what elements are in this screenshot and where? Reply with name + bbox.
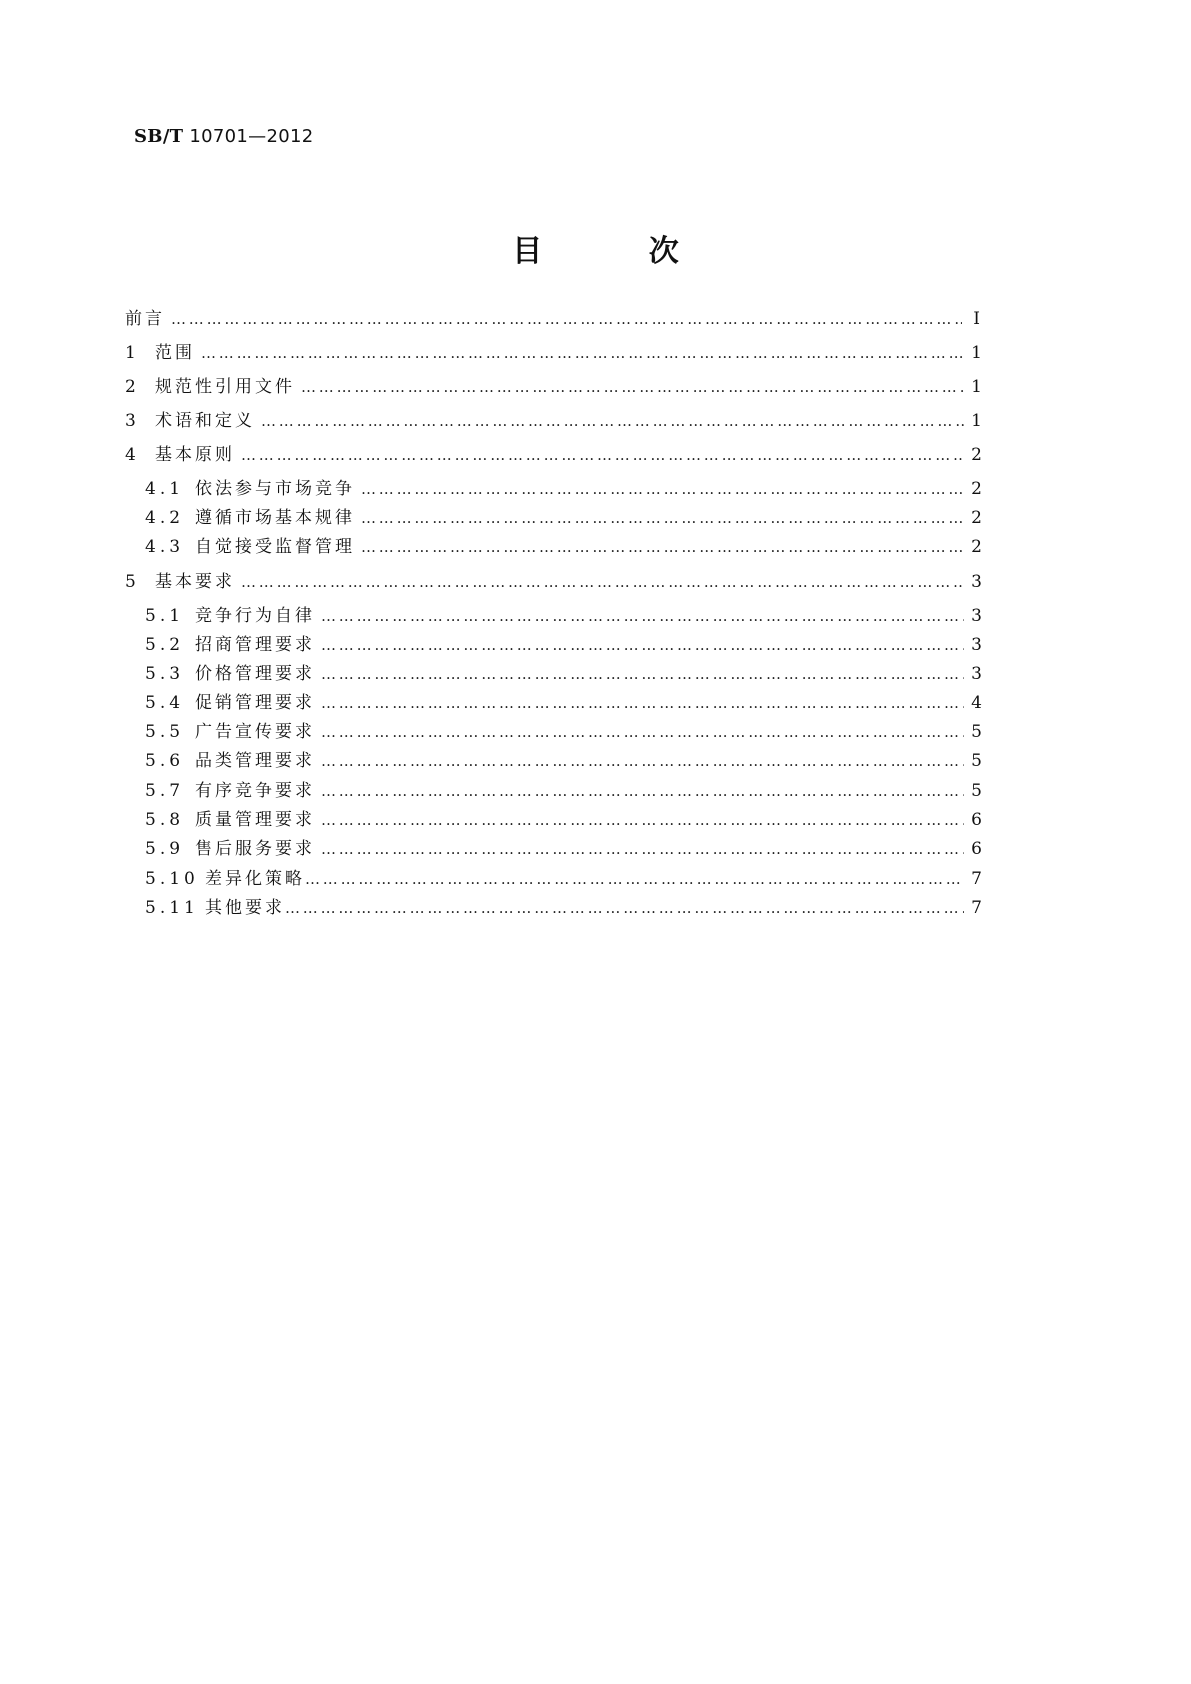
toc-entry-page: 1: [971, 411, 982, 431]
toc-leader-dots: [171, 308, 962, 330]
toc-entry-label: 促销管理要求: [195, 693, 315, 713]
toc-leader-dots: [321, 809, 964, 831]
toc-entry-number: 4.2: [145, 508, 185, 528]
toc-entry-label: 竞争行为自律: [195, 606, 315, 626]
toc-entry-page: 2: [971, 445, 982, 465]
toc-entry-label: 遵循市场基本规律: [195, 508, 355, 528]
toc-entry-page: 5: [971, 751, 982, 771]
toc-leader-dots: [321, 605, 964, 627]
toc-entry-number: 4: [125, 445, 140, 465]
toc-entry-page: 5: [971, 781, 982, 801]
toc-entry-5-1[interactable]: [145, 603, 982, 627]
toc-entry-1[interactable]: [125, 340, 982, 364]
toc-entry-label: 自觉接受监督管理: [195, 537, 355, 557]
toc-entry-number: 3: [125, 411, 140, 431]
toc-leader-dots: [321, 838, 964, 860]
document-code-number: 10701—2012: [189, 126, 314, 147]
toc-entry-5-3[interactable]: [145, 661, 982, 685]
toc-entry-5-4[interactable]: [145, 690, 982, 714]
toc-entry-5-10[interactable]: [145, 866, 982, 890]
toc-leader-dots: [361, 536, 964, 558]
toc-entry-number: 5.5: [145, 722, 185, 742]
toc-entry-label: 规范性引用文件: [155, 377, 295, 397]
toc-entry-5-5[interactable]: [145, 719, 982, 743]
toc-entry-page: 6: [971, 839, 982, 859]
toc-leader-dots: [321, 780, 964, 802]
toc-entry-number: 5.10: [145, 869, 199, 889]
toc-leader-dots: [261, 410, 964, 432]
toc-entry-5-11[interactable]: [145, 895, 982, 919]
toc-entry-3[interactable]: [125, 408, 982, 432]
toc-leader-dots: [301, 376, 964, 398]
toc-leader-dots: [201, 342, 964, 364]
toc-entry-page: 2: [971, 479, 982, 499]
toc-entry-label: 依法参与市场竞争: [195, 479, 355, 499]
toc-entry-label: 术语和定义: [155, 411, 255, 431]
toc-entry-number: 5.6: [145, 751, 185, 771]
toc-entry-label: 广告宣传要求: [195, 722, 315, 742]
toc-entry-label: 范围: [155, 343, 195, 363]
toc-entry-label: 前言: [125, 309, 165, 329]
toc-entry-page: 3: [971, 606, 982, 626]
toc-leader-dots: [241, 444, 964, 466]
toc-leader-dots: [285, 897, 964, 919]
toc-entry-4[interactable]: [125, 442, 982, 466]
toc-entry-page: 6: [971, 810, 982, 830]
toc-entry-page: 3: [971, 572, 982, 592]
toc-entry-page: 5: [971, 722, 982, 742]
toc-entry-4-1[interactable]: [145, 476, 982, 500]
toc-entry-5-6[interactable]: [145, 748, 982, 772]
toc-entry-5-7[interactable]: [145, 778, 982, 802]
toc-entry-number: 5: [125, 572, 140, 592]
toc-entry-number: 5.3: [145, 664, 185, 684]
toc-entry-number: 1: [125, 343, 140, 363]
toc-entry-foreword[interactable]: [125, 306, 980, 330]
toc-entry-page: 4: [971, 693, 982, 713]
toc-entry-number: 5.2: [145, 635, 185, 655]
toc-entry-4-2[interactable]: [145, 505, 982, 529]
toc-leader-dots: [361, 507, 964, 529]
toc-entry-2[interactable]: [125, 374, 982, 398]
toc-entry-5-8[interactable]: [145, 807, 982, 831]
toc-entry-number: 5.4: [145, 693, 185, 713]
toc-entry-label: 价格管理要求: [195, 664, 315, 684]
toc-entry-label: 基本原则: [155, 445, 235, 465]
toc-entry-label: 质量管理要求: [195, 810, 315, 830]
toc-leader-dots: [321, 721, 964, 743]
toc-entry-page: 1: [971, 343, 982, 363]
toc-entry-5-2[interactable]: [145, 632, 982, 656]
toc-entry-label: 有序竞争要求: [195, 781, 315, 801]
toc-entry-page: 2: [971, 537, 982, 557]
toc-entry-page: 3: [971, 664, 982, 684]
toc-entry-page: 7: [971, 898, 982, 918]
document-code-prefix: SB/T: [134, 126, 184, 147]
toc-entry-number: 5.11: [145, 898, 199, 918]
toc-leader-dots: [321, 634, 964, 656]
toc-entry-page: Ⅰ: [973, 309, 980, 329]
toc-entry-label: 招商管理要求: [195, 635, 315, 655]
toc-leader-dots: [321, 750, 964, 772]
toc-entry-number: 2: [125, 377, 140, 397]
toc-entry-page: 7: [971, 869, 982, 889]
toc-entry-label: 其他要求: [205, 898, 285, 918]
toc-entry-number: 5.1: [145, 606, 185, 626]
toc-leader-dots: [361, 478, 964, 500]
toc-entry-page: 1: [971, 377, 982, 397]
toc-entry-number: 4.3: [145, 537, 185, 557]
toc-entry-number: 5.7: [145, 781, 185, 801]
toc-entry-4-3[interactable]: [145, 534, 982, 558]
toc-entry-label: 基本要求: [155, 572, 235, 592]
toc-entry-label: 差异化策略: [205, 869, 305, 889]
toc-leader-dots: [321, 663, 964, 685]
toc-entry-page: 2: [971, 508, 982, 528]
toc-entry-5-9[interactable]: [145, 836, 982, 860]
toc-entry-label: 售后服务要求: [195, 839, 315, 859]
toc-leader-dots: [305, 868, 964, 890]
toc-leader-dots: [321, 692, 964, 714]
toc-entry-number: 5.8: [145, 810, 185, 830]
toc-entry-number: 4.1: [145, 479, 185, 499]
toc-entry-label: 品类管理要求: [195, 751, 315, 771]
toc-entry-5[interactable]: [125, 569, 982, 593]
toc-leader-dots: [241, 571, 964, 593]
toc-entry-number: 5.9: [145, 839, 185, 859]
toc-title: 目 次: [512, 234, 727, 269]
toc-entry-page: 3: [971, 635, 982, 655]
